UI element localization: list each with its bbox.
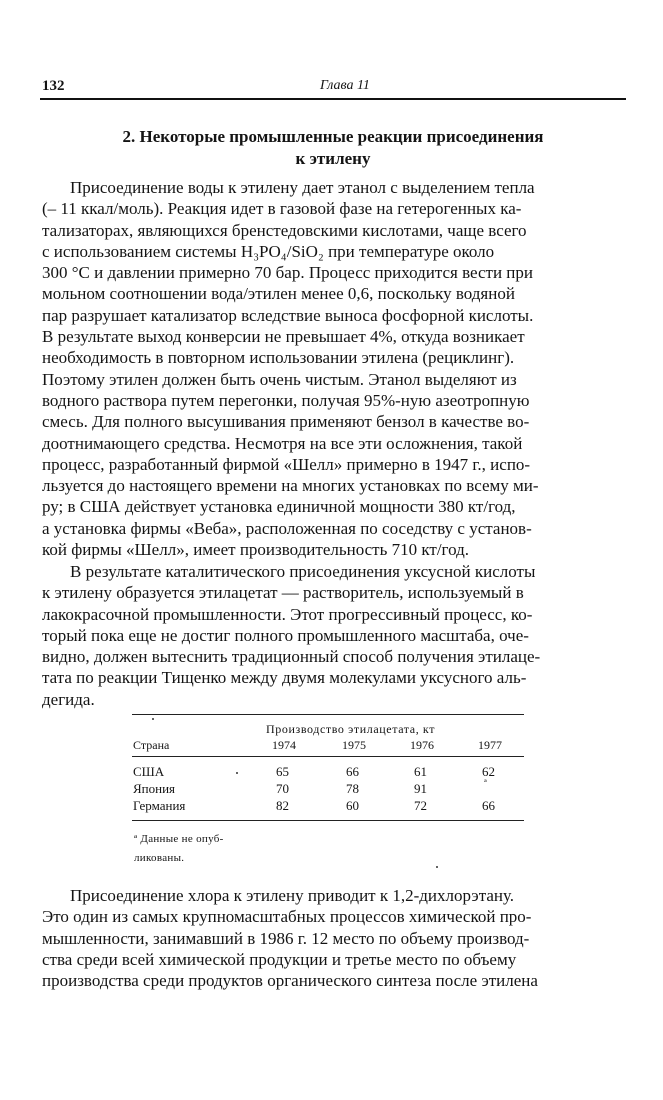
table-cell: 65 xyxy=(276,764,289,779)
print-speck xyxy=(152,718,154,720)
table-row-country: США xyxy=(133,764,165,779)
table-footnote xyxy=(134,830,224,868)
paragraph-line: Присоединение воды к этилену дает этанол с выделением тепла xyxy=(70,178,535,197)
paragraph-line: процесс, разработанный фирмой «Шелл» примерно в 1947 г., испо- xyxy=(42,454,531,474)
table-year-header: 1974 xyxy=(272,738,296,752)
running-head: Глава 11 xyxy=(320,78,370,93)
paragraph-line: тализаторах, являющихся бренстедовскими кислотами, чаще всего xyxy=(42,220,527,240)
table-row-country: Япония xyxy=(133,781,176,796)
table-row-country: Германия xyxy=(133,798,186,813)
paragraph-line: к этилену образуется этилацетат — растворитель, используемый в xyxy=(42,583,524,603)
paragraph-line: лакокрасочной промышленности. Этот прогрессивный процесс, ко- xyxy=(42,604,533,624)
paragraph-line: тата по реакции Тищенко между двумя молекулами уксусного аль- xyxy=(42,668,527,688)
table-cell: 82 xyxy=(276,798,289,813)
table-cell: 60 xyxy=(346,798,359,813)
table-country-header: Страна xyxy=(133,738,170,752)
paragraph-line: Присоединение хлора к этилену приводит к 1,2-дихлорэтану. xyxy=(70,886,515,905)
paragraph-line: 300 °C и давлении примерно 70 бар. Процесс приходится вести при xyxy=(42,263,533,283)
paragraph-line: Это один из самых крупномасштабных процессов химической про- xyxy=(42,907,532,927)
paragraph-line: смесь. Для полного высушивания применяют бензол в качестве во- xyxy=(42,412,530,432)
table-bottom-rule xyxy=(132,820,524,821)
table-header-rule xyxy=(132,756,524,757)
paragraph-chlorine-addition xyxy=(42,885,622,991)
paragraph-water-addition xyxy=(42,177,622,560)
paragraph-line: водного раствора путем перегонки, получая 95%-ную азеотропную xyxy=(42,390,530,410)
table-cell: 78 xyxy=(346,781,359,796)
page-header xyxy=(40,78,626,98)
header-rule xyxy=(40,98,626,100)
paragraph-line: мольном соотношении вода/этилен менее 0,6, поскольку водяной xyxy=(42,284,515,304)
paragraph-line: видно, должен вытеснить традиционный способ получения этилаце- xyxy=(42,647,541,667)
section-heading xyxy=(60,126,606,170)
table-year-header: 1977 xyxy=(478,738,502,752)
print-speck xyxy=(236,772,238,774)
paragraph-ethyl-acetate xyxy=(42,561,622,710)
footnote-line: ª Данные не опуб- xyxy=(134,833,224,845)
table-cell: 70 xyxy=(276,781,289,796)
table-year-header: 1976 xyxy=(410,738,434,752)
table-cell-footnote-mark: ª xyxy=(484,778,487,789)
table-cell: 61 xyxy=(414,764,427,779)
paragraph-line: льзуется до настоящего времени на многих установках по всему ми- xyxy=(42,476,539,496)
table-cell: 62 xyxy=(482,764,495,779)
print-speck xyxy=(436,866,438,868)
paragraph-line: мышленности, занимавший в 1986 г. 12 место по объему производ- xyxy=(42,928,530,948)
section-heading-line: 2. Некоторые промышленные реакции присоединения xyxy=(122,127,544,146)
paragraph-line: дегида. xyxy=(42,689,95,709)
paragraph-line: Поэтому этилен должен быть очень чистым. Этанол выделяют из xyxy=(42,369,517,389)
paragraph-line: В результате выход конверсии не превышает 4%, откуда возникает xyxy=(42,327,525,347)
table-cell: 91 xyxy=(414,781,427,796)
table-top-rule xyxy=(132,714,524,715)
paragraph-line: с использованием системы H₃PO₄/SiO₂ при температуре около xyxy=(42,241,495,261)
table-cell: 66 xyxy=(482,798,495,813)
paragraph-line: производства среди продуктов органического синтеза после этилена xyxy=(42,971,538,991)
section-heading-line: к этилену xyxy=(295,149,371,168)
paragraph-line: необходимость в повторном использовании этилена (рециклинг). xyxy=(42,348,515,368)
paragraph-line: пар разрушает катализатор вследствие выноса фосфорной кислоты. xyxy=(42,305,534,325)
paragraph-line: В результате каталитического присоединения уксусной кислоты xyxy=(70,562,536,581)
paragraph-line: торый пока еще не достиг полного промышленного масштаба, оче- xyxy=(42,625,529,645)
paragraph-line: доотнимающего средства. Несмотря на все эти осложнения, такой xyxy=(42,433,523,453)
table-cell: 72 xyxy=(414,798,427,813)
paragraph-line: (– 11 ккал/моль). Реакция идет в газовой фазе на гетерогенных ка- xyxy=(42,199,522,219)
paragraph-line: ру; в США действует установка единичной мощности 380 кт/год, xyxy=(42,497,516,517)
footnote-line: ликованы. xyxy=(134,852,185,864)
table-year-header: 1975 xyxy=(342,738,366,752)
paragraph-line: ства среди всей химической продукции и третье место по объему xyxy=(42,949,517,969)
paragraph-line: кой фирмы «Шелл», имеет производительность 710 кт/год. xyxy=(42,540,470,560)
table-group-header: Производство этилацетата, кт xyxy=(266,722,436,736)
paragraph-line: а установка фирмы «Веба», расположенная по соседству с установ- xyxy=(42,518,532,538)
table-cell: 66 xyxy=(346,764,359,779)
page-number: 132 xyxy=(42,78,65,94)
